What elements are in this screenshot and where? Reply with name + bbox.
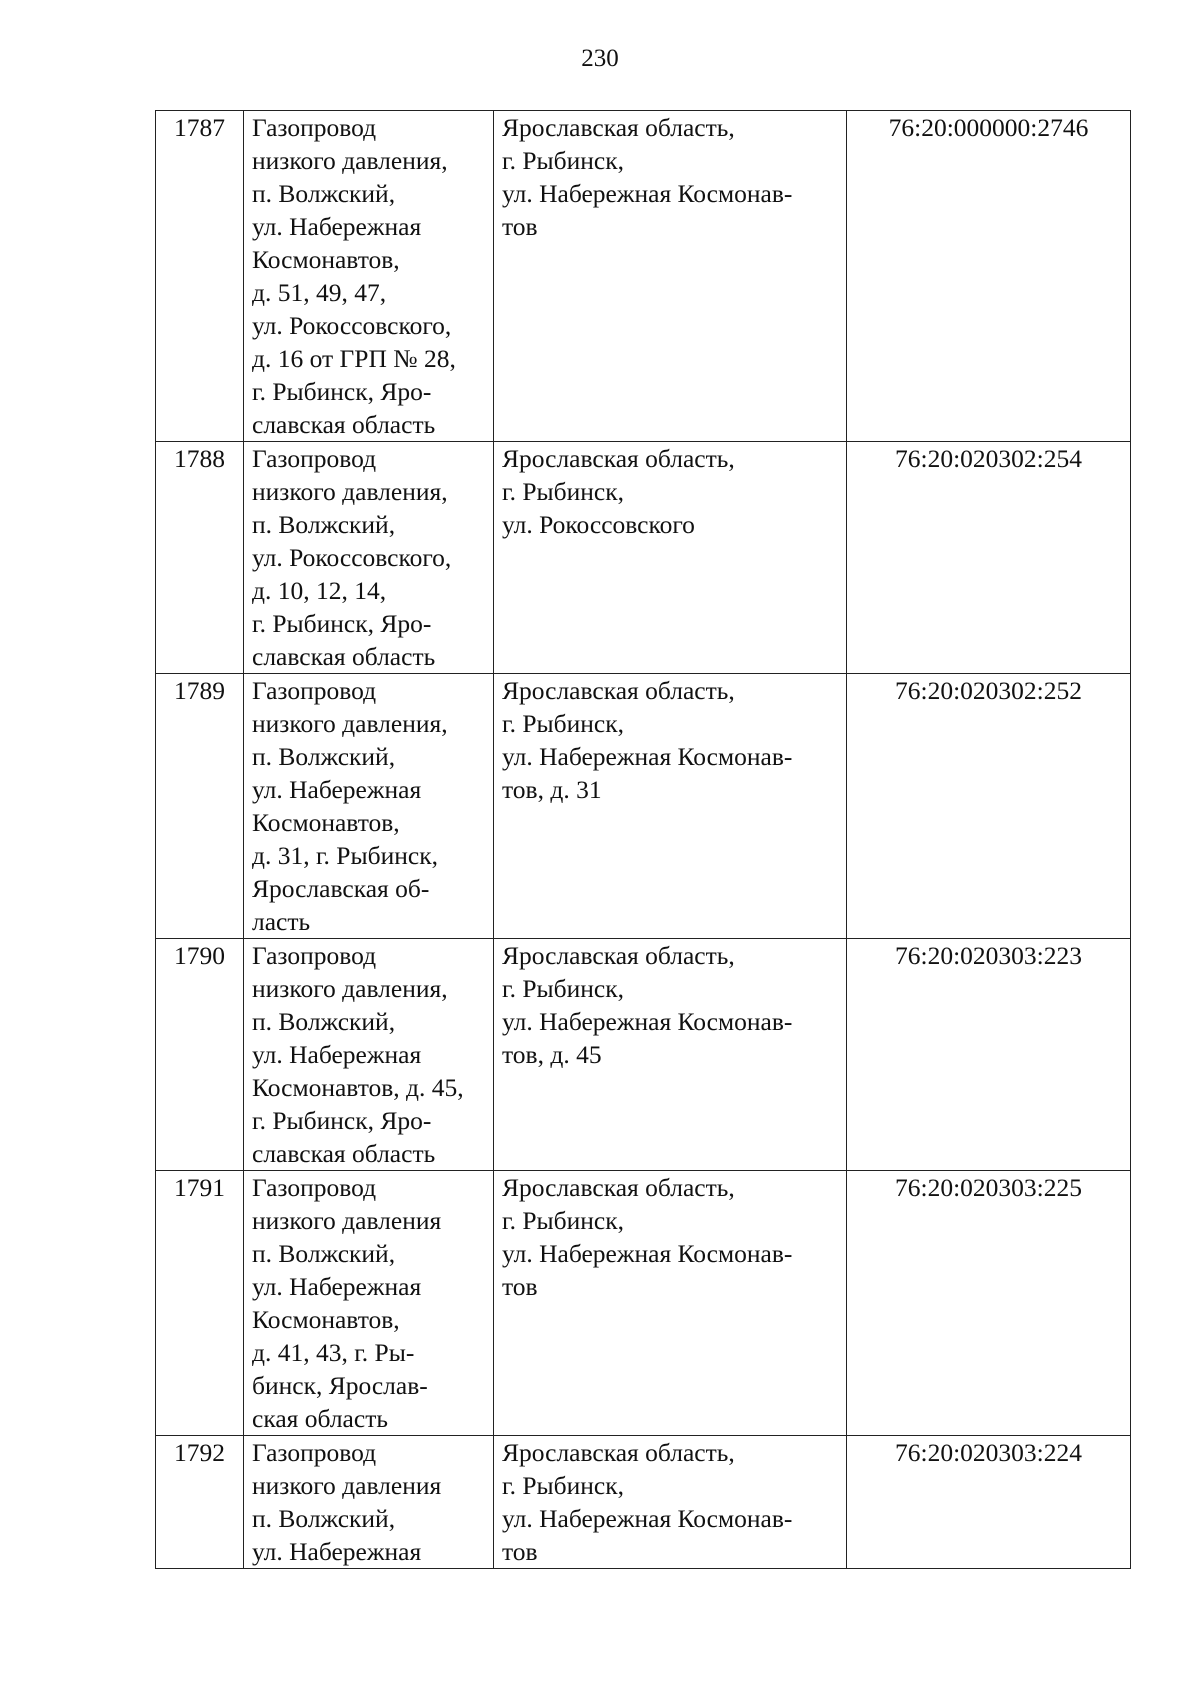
- page-number: 230: [581, 45, 619, 72]
- object-name-line: ул. Набережная: [252, 775, 422, 804]
- object-name-cell: [244, 939, 494, 1171]
- object-name-line: Газопровод: [252, 113, 377, 142]
- object-name-line: славская область: [252, 1139, 436, 1168]
- address-line: ул. Набережная Космонав-: [502, 179, 793, 208]
- object-name-line: ул. Набережная: [252, 212, 422, 241]
- object-name-cell: [244, 1436, 494, 1569]
- object-name-line: д. 16 от ГРП № 28,: [252, 344, 456, 373]
- address-cell: [494, 939, 847, 1171]
- row-number: 1789: [156, 674, 244, 939]
- address-cell: [494, 1436, 847, 1569]
- object-name-line: ул. Набережная: [252, 1537, 422, 1566]
- address-line: ул. Рокоссовского: [502, 510, 695, 539]
- object-name-line: д. 41, 43, г. Ры-: [252, 1338, 415, 1367]
- address-line: Ярославская область,: [502, 113, 735, 142]
- row-number: 1788: [156, 442, 244, 674]
- object-name-line: ул. Набережная: [252, 1040, 422, 1069]
- address-line: г. Рыбинск,: [502, 146, 624, 175]
- address-line: г. Рыбинск,: [502, 477, 624, 506]
- address-line: тов: [502, 1272, 538, 1301]
- address-line: Ярославская область,: [502, 1173, 735, 1202]
- object-name-line: низкого давления,: [252, 477, 448, 506]
- address-line: ул. Набережная Космонав-: [502, 742, 793, 771]
- object-name-cell: [244, 442, 494, 674]
- object-name-line: п. Волжский,: [252, 742, 396, 771]
- object-name-line: ул. Рокоссовского,: [252, 543, 452, 572]
- address-line: г. Рыбинск,: [502, 1471, 624, 1500]
- address-cell: [494, 111, 847, 442]
- object-name-line: ская область: [252, 1404, 388, 1433]
- object-name-cell: [244, 674, 494, 939]
- address-line: ул. Набережная Космонав-: [502, 1504, 793, 1533]
- object-name-line: Космонавтов,: [252, 1305, 400, 1334]
- object-name-line: д. 31, г. Рыбинск,: [252, 841, 438, 870]
- object-name-line: д. 10, 12, 14,: [252, 576, 387, 605]
- object-name-line: п. Волжский,: [252, 1239, 396, 1268]
- address-line: Ярославская область,: [502, 676, 735, 705]
- address-cell: [494, 442, 847, 674]
- object-name-line: Газопровод: [252, 676, 377, 705]
- object-name-line: Ярославская об-: [252, 874, 430, 903]
- object-name-line: п. Волжский,: [252, 179, 396, 208]
- object-name-line: бинск, Ярослав-: [252, 1371, 428, 1400]
- object-name-cell: [244, 1171, 494, 1436]
- object-name-line: ул. Рокоссовского,: [252, 311, 452, 340]
- address-line: тов, д. 45: [502, 1040, 602, 1069]
- address-line: г. Рыбинск,: [502, 709, 624, 738]
- object-name-line: низкого давления: [252, 1206, 442, 1235]
- cadastral-number: 76:20:020303:223: [847, 939, 1131, 1171]
- object-name-line: низкого давления,: [252, 709, 448, 738]
- table-row: [156, 1171, 1131, 1436]
- object-name-line: Газопровод: [252, 444, 377, 473]
- table-row: [156, 939, 1131, 1171]
- address-line: Ярославская область,: [502, 941, 735, 970]
- address-line: г. Рыбинск,: [502, 974, 624, 1003]
- row-number: 1791: [156, 1171, 244, 1436]
- object-name-line: низкого давления,: [252, 146, 448, 175]
- address-cell: [494, 674, 847, 939]
- object-name-line: Космонавтов, д. 45,: [252, 1073, 464, 1102]
- address-line: г. Рыбинск,: [502, 1206, 624, 1235]
- object-name-line: ул. Набережная: [252, 1272, 422, 1301]
- object-name-line: Космонавтов,: [252, 245, 400, 274]
- cadastral-number: 76:20:020303:225: [847, 1171, 1131, 1436]
- object-name-line: Газопровод: [252, 1173, 377, 1202]
- address-cell: [494, 1171, 847, 1436]
- table-row: [156, 442, 1131, 674]
- address-line: ул. Набережная Космонав-: [502, 1239, 793, 1268]
- address-line: тов: [502, 212, 538, 241]
- table-row: [156, 1436, 1131, 1569]
- object-name-line: славская область: [252, 642, 436, 671]
- cadastral-number: 76:20:000000:2746: [847, 111, 1131, 442]
- table-row: [156, 674, 1131, 939]
- address-line: тов: [502, 1537, 538, 1566]
- object-name-line: низкого давления: [252, 1471, 442, 1500]
- object-name-line: г. Рыбинск, Яро-: [252, 1106, 432, 1135]
- object-name-line: Газопровод: [252, 1438, 377, 1467]
- object-name-line: п. Волжский,: [252, 510, 396, 539]
- cadastral-number: 76:20:020302:252: [847, 674, 1131, 939]
- address-line: Ярославская область,: [502, 444, 735, 473]
- object-name-line: п. Волжский,: [252, 1007, 396, 1036]
- object-name-line: Газопровод: [252, 941, 377, 970]
- object-name-line: г. Рыбинск, Яро-: [252, 609, 432, 638]
- object-name-cell: [244, 111, 494, 442]
- object-name-line: низкого давления,: [252, 974, 448, 1003]
- object-name-line: п. Волжский,: [252, 1504, 396, 1533]
- object-name-line: ласть: [252, 907, 311, 936]
- address-line: тов, д. 31: [502, 775, 602, 804]
- address-line: Ярославская область,: [502, 1438, 735, 1467]
- address-line: ул. Набережная Космонав-: [502, 1007, 793, 1036]
- object-name-line: д. 51, 49, 47,: [252, 278, 387, 307]
- row-number: 1787: [156, 111, 244, 442]
- object-name-line: г. Рыбинск, Яро-: [252, 377, 432, 406]
- object-name-line: славская область: [252, 410, 436, 439]
- object-name-line: Космонавтов,: [252, 808, 400, 837]
- row-number: 1792: [156, 1436, 244, 1569]
- cadastral-number: 76:20:020303:224: [847, 1436, 1131, 1569]
- row-number: 1790: [156, 939, 244, 1171]
- cadastral-number: 76:20:020302:254: [847, 442, 1131, 674]
- registry-table: [155, 110, 1131, 1569]
- table-row: [156, 111, 1131, 442]
